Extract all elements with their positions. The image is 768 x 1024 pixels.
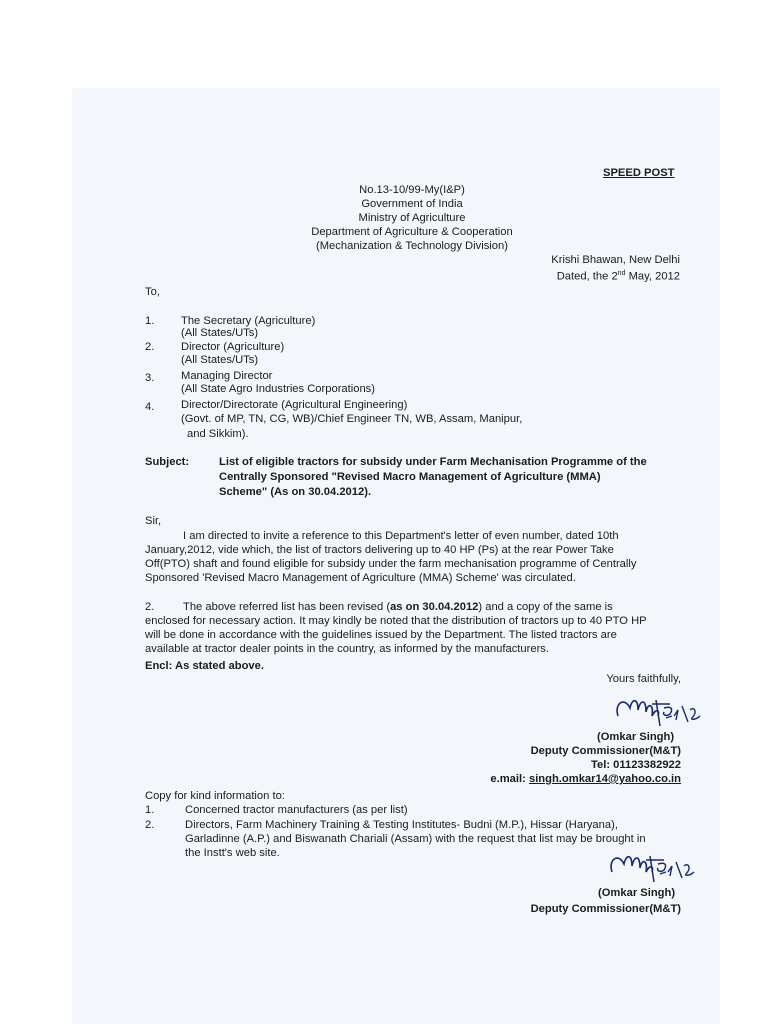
speed-post-label: SPEED POST [603,167,675,179]
subject-line-2: Centrally Sponsored "Revised Macro Management of Agriculture (MMA) [219,471,601,483]
para1-line: I am directed to invite a reference to this Department's letter of even number, dated 10th [183,530,619,542]
enclosure-note: Encl: As stated above. [145,660,264,672]
date-prefix: Dated, the 2 [556,270,618,283]
recipient-number: 4. [145,401,155,413]
salutation: Sir, [145,515,162,527]
copy-item-number: 2. [145,819,155,831]
signatory-designation: Deputy Commissioner(M&T) [530,745,681,757]
place-line: Krishi Bhawan, New Delhi [551,254,680,266]
para2-number: 2. [145,601,155,613]
para2-bold-date: as on 30.04.2012 [390,601,479,613]
recipient-number: 2. [145,341,155,353]
copy-item-text: Concerned tractor manufacturers (as per list) [185,804,408,816]
recipient-title: Managing Director [181,370,273,382]
copy-item-text: Directors, Farm Machinery Training & Testing Institutes- Budni (M.P.), Hissar (Haryana), [185,819,618,831]
department-line: Department of Agriculture & Cooperation [311,226,513,238]
date-suffix: nd [617,270,626,277]
recipient-scope: (All States/UTs) [181,327,259,339]
signatory-email-line [420,773,681,785]
date-rest: May, 2012 [625,270,680,283]
para2-line: will be done in accordance with the guidelines issued by the Department. The listed tractors are [145,629,617,641]
recipient-title: Director/Directorate (Agricultural Engineering) [181,399,408,411]
para2-line: enclosed for necessary action. It may kindly be noted that the distribution of tractors up to 40 PTO HP [145,615,647,627]
email-label: e.mail: [490,773,529,785]
ministry-line: Ministry of Agriculture [358,212,466,224]
recipient-scope: (Govt. of MP, TN, CG, WB)/Chief Engineer TN, WB, Assam, Manipur, [181,413,523,425]
para1-line: January,2012, vide which, the list of tractors delivering up to 40 HP (Ps) at the rear Power Take [145,544,614,556]
signatory-name: (Omkar Singh) [598,887,676,899]
recipient-number: 3. [145,372,155,384]
closing-line: Yours faithfully, [606,673,681,685]
para2-line: available at tractor dealer points in the country, as informed by the manufacturers. [145,643,549,655]
signatory-phone: Tel: 01123382922 [591,759,681,771]
recipient-title: The Secretary (Agriculture) [181,315,316,327]
file-number: No.13-10/99-My(I&P) [359,184,465,196]
email-address[interactable]: singh.omkar14@yahoo.co.in [528,773,681,785]
copy-item-text: Garladinne (A.P.) and Biswanath Chariali (Assam) with the request that list may be brought in [185,833,646,845]
para2-pre: The above referred list has been revised ( [183,601,391,613]
para2-line-1 [183,601,613,613]
para1-line: Sponsored 'Revised Macro Management of Agriculture (MMA) Scheme' was circulated. [145,572,576,584]
date-line [450,268,680,283]
to-label: To, [145,286,160,298]
subject-label: Subject: [145,456,190,468]
subject-line-3: Scheme" (As on 30.04.2012). [219,486,372,498]
recipient-number: 1. [145,315,155,327]
recipient-title: Director (Agriculture) [181,341,285,353]
copy-item-number: 1. [145,804,155,816]
recipient-scope-cont: and Sikkim). [187,428,249,440]
para2-post: ) and a copy of the same is [478,601,613,613]
recipient-scope: (All State Agro Industries Corporations) [181,383,376,395]
para1-line: Off(PTO) shaft and found eligible for subsidy under the farm mechanisation programme of Centrally [145,558,637,570]
signatory-designation: Deputy Commissioner(M&T) [530,903,681,915]
recipient-scope: (All States/UTs) [181,354,259,366]
government-line: Government of India [361,198,463,210]
copy-item-text: the Instt's web site. [185,847,280,859]
subject-line-1: List of eligible tractors for subsidy under Farm Mechanisation Programme of the [219,456,647,468]
division-line: (Mechanization & Technology Division) [316,240,508,252]
copy-heading: Copy for kind information to: [145,790,285,802]
signatory-name: (Omkar Singh) [597,731,675,743]
